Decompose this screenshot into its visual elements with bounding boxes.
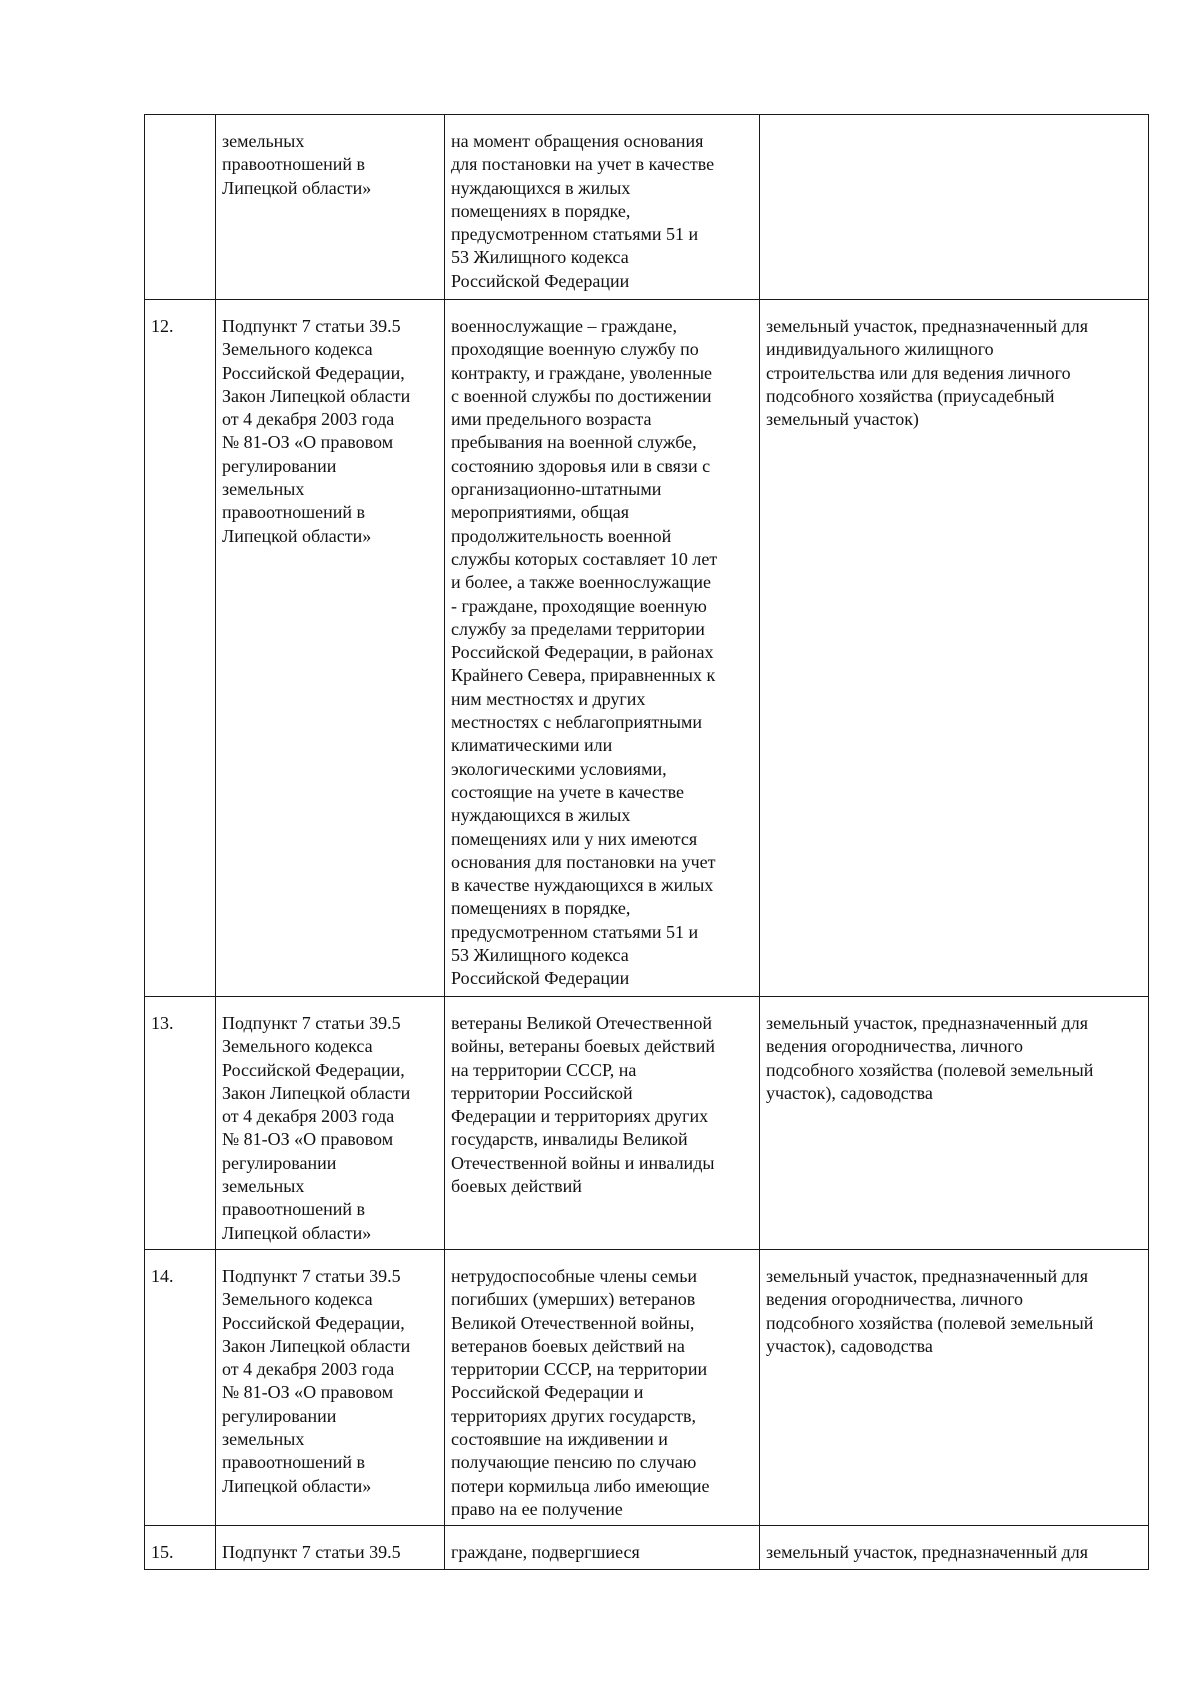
land-allocation-table <box>144 114 1149 1570</box>
citizen-category-cell <box>445 300 760 997</box>
legal-basis-text: земельных правоотношений в Липецкой области» <box>222 131 372 198</box>
land-purpose-cell <box>760 115 1149 300</box>
citizen-category-text: нетрудоспособные члены семьи погибших (умерших) ветеранов Великой Отечественной войны, ветеранов боевых действий на территории СССР, на территории Российской Федерации и территориях других государств, состоявшие на иждивении и получающие пенсию по случаю потери кормильца либо имеющие право на ее получение <box>451 1265 710 1519</box>
legal-basis-cell <box>216 300 445 997</box>
land-purpose-cell <box>760 300 1149 997</box>
row-number-cell <box>145 1526 216 1569</box>
row-number-cell <box>145 300 216 997</box>
citizen-category-text: на момент обращения основания для постановки на учет в качестве нуждающихся в жилых помещениях в порядке, предусмотренном статьями 51 и 53 Жилищного кодекса Российской Федерации <box>451 131 715 291</box>
land-purpose-cell <box>760 997 1149 1250</box>
citizen-category-text: граждане, подвергшиеся <box>451 1542 640 1563</box>
land-purpose-text: земельный участок, предназначенный для <box>766 1542 1089 1563</box>
table-row <box>145 1249 1149 1525</box>
table-row <box>145 115 1149 300</box>
citizen-category-text: военнослужащие – граждане, проходящие военную службу по контракту, и граждане, уволенные с военной службы по достижении ими предельного возраста пребывания на военной службе, состоянию здоровья или в связи с организационно-штатными мероприятиями, общая продолжительность военной службы которых составляет 10 лет и более, а также военнослужащие - граждане, проходящие военную службу за пределами территории Российской Федерации, в районах Крайнего Севера, приравненных к ним местностях и других местностях с неблагоприятными климатическими или экологическими условиями, состоящие на учете в качестве нуждающихся в жилых помещениях или у них имеются основания для постановки на учет в качестве нуждающихся в жилых помещениях в порядке, предусмотренном статьями 51 и 53 Жилищного кодекса Российской Федерации <box>451 316 718 989</box>
land-purpose-text: земельный участок, предназначенный для индивидуального жилищного строительства или для ведения личного подсобного хозяйства (приусадебный земельный участок) <box>766 316 1089 430</box>
citizen-category-cell <box>445 1249 760 1525</box>
land-purpose-text: земельный участок, предназначенный для ведения огородничества, личного подсобного хозяйства (полевой земельный участок), садоводства <box>766 1013 1094 1103</box>
row-number: 15. <box>151 1542 174 1563</box>
land-purpose-text: земельный участок, предназначенный для ведения огородничества, личного подсобного хозяйства (полевой земельный участок), садоводства <box>766 1265 1094 1356</box>
citizen-category-cell <box>445 1526 760 1569</box>
row-number-cell <box>145 115 216 300</box>
row-number-cell <box>145 1249 216 1525</box>
legal-basis-text: Подпункт 7 статьи 39.5 Земельного кодекса Российской Федерации, Закон Липецкой области от 4 декабря 2003 года № 81-ОЗ «О правовом регулировании земельных правоотношений в Липецкой области» <box>222 316 411 546</box>
legal-basis-cell <box>216 115 445 300</box>
land-purpose-cell <box>760 1526 1149 1569</box>
citizen-category-cell <box>445 115 760 300</box>
row-number: 13. <box>151 1013 174 1033</box>
land-purpose-cell <box>760 1249 1149 1525</box>
citizen-category-cell <box>445 997 760 1250</box>
row-number: 12. <box>151 316 174 336</box>
table-row <box>145 1526 1149 1569</box>
row-number-cell <box>145 997 216 1250</box>
legal-basis-text: Подпункт 7 статьи 39.5 <box>222 1542 401 1563</box>
row-number: 14. <box>151 1265 174 1286</box>
legal-basis-text: Подпункт 7 статьи 39.5 Земельного кодекса Российской Федерации, Закон Липецкой области от 4 декабря 2003 года № 81-ОЗ «О правовом регулировании земельных правоотношений в Липецкой области» <box>222 1265 411 1496</box>
table-row <box>145 300 1149 997</box>
legal-basis-text: Подпункт 7 статьи 39.5 Земельного кодекса Российской Федерации, Закон Липецкой области от 4 декабря 2003 года № 81-ОЗ «О правовом регулировании земельных правоотношений в Липецкой области» <box>222 1013 411 1243</box>
legal-basis-cell <box>216 1249 445 1525</box>
citizen-category-text: ветераны Великой Отечественной войны, ветераны боевых действий на территории СССР, на территории Российской Федерации и территориях других государств, инвалиды Великой Отечественной войны и инвалиды боевых действий <box>451 1013 716 1197</box>
table-row <box>145 997 1149 1250</box>
legal-basis-cell <box>216 997 445 1250</box>
legal-basis-cell <box>216 1526 445 1569</box>
